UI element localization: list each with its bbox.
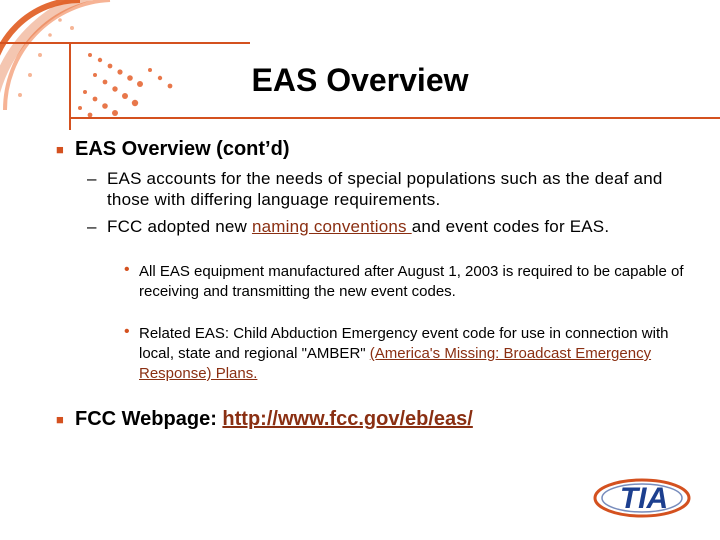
tia-logo xyxy=(590,468,700,528)
sub-bullet-text-pre: FCC adopted new xyxy=(107,217,252,236)
sub-bullet-naming-conventions xyxy=(87,216,692,237)
sub-sub-bullet-equipment xyxy=(124,261,684,302)
sub-sub-bullet-amber xyxy=(124,323,684,384)
bullet-fcc-webpage xyxy=(56,408,473,431)
slide-title: EAS Overview xyxy=(251,62,469,98)
naming-conventions-link[interactable]: naming conventions xyxy=(251,217,412,236)
bullet-heading: EAS Overview (cont’d) xyxy=(75,138,290,160)
square-bullet-icon: ■ xyxy=(56,142,64,157)
square-bullet-icon: ■ xyxy=(56,412,64,427)
sub-bullet-text: EAS accounts for the needs of special populations such as the deaf and those with differing language requirements. xyxy=(107,169,663,209)
amber-plans-link[interactable]: (America's Missing: Broadcast Emergency Response) Plans. xyxy=(139,345,652,382)
dash-bullet-icon: – xyxy=(87,217,97,236)
sub-sub-bullet-text: All EAS equipment manufactured after August 1, 2003 is required to be capable of receiving and transmitting the new event codes. xyxy=(139,263,684,300)
title-divider xyxy=(70,117,720,119)
logo-text: TIA xyxy=(619,482,669,515)
sub-bullet-special-populations xyxy=(87,168,692,210)
dot-bullet-icon: • xyxy=(124,323,130,340)
dot-bullet-icon: • xyxy=(124,261,130,278)
dash-bullet-icon: – xyxy=(87,169,97,188)
sub-sub-bullet-text: Related EAS: Child Abduction Emergency event code for use in connection with local, state and regional "AMBER" xyxy=(139,325,669,362)
bullet-label: FCC Webpage: xyxy=(75,408,223,430)
fcc-webpage-link[interactable]: http://www.fcc.gov/eb/eas/ xyxy=(222,408,473,430)
bullet-eas-overview xyxy=(56,138,290,161)
sub-bullet-text-post: and event codes for EAS. xyxy=(411,217,610,236)
